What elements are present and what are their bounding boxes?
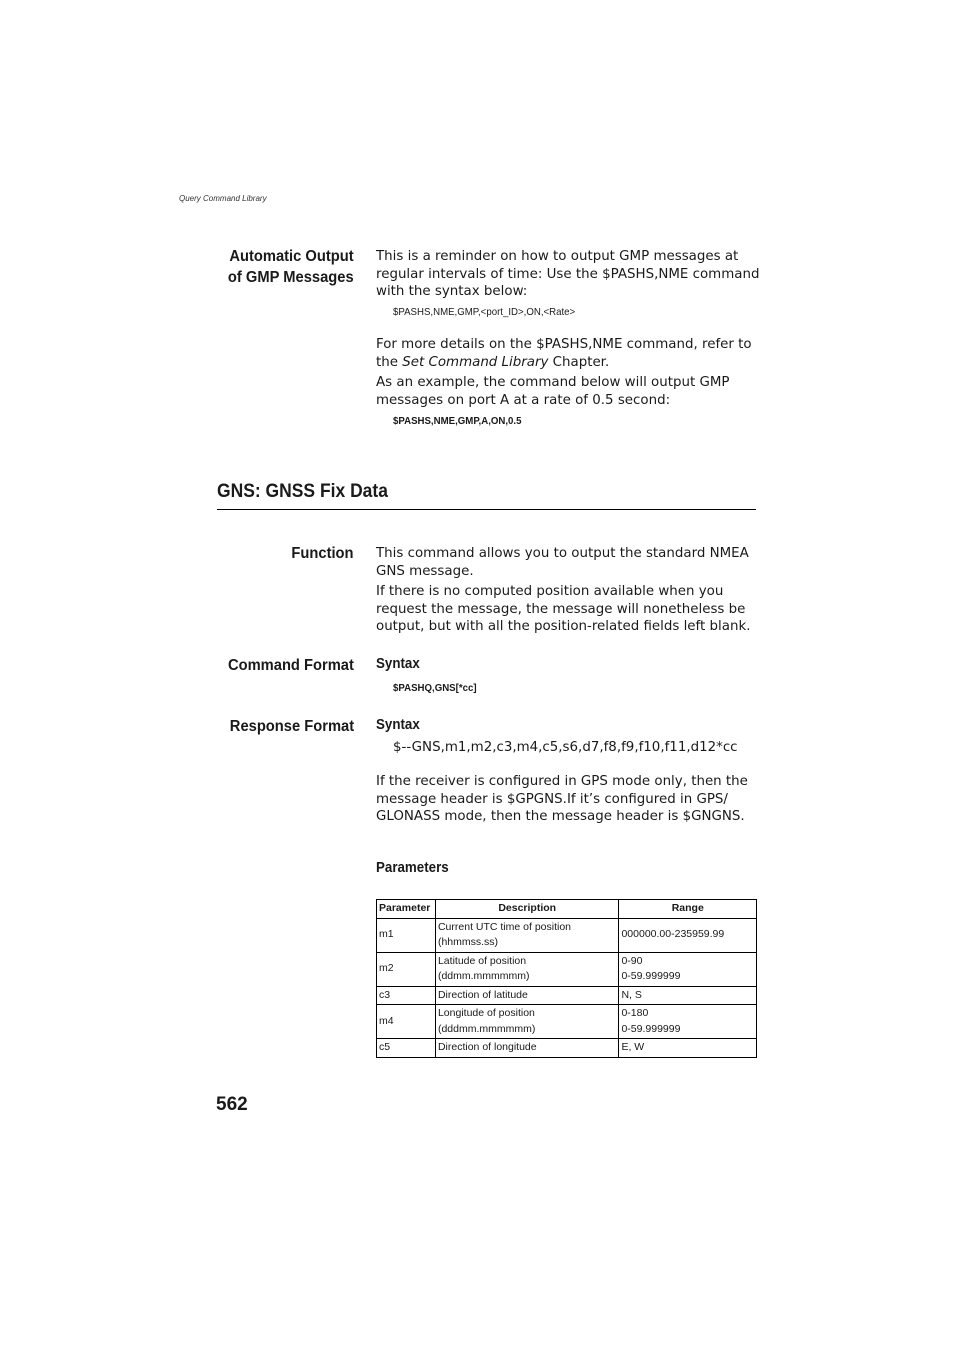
response-format-heading: Response Format: [229, 718, 354, 735]
table-row: [377, 918, 757, 952]
response-syntax: $--GNS,m1,m2,c3,m4,c5,s6,d7,f8,f9,f10,f11,d12*cc: [393, 740, 738, 755]
table-cell: E, W: [619, 1039, 757, 1058]
auto-output-para2-before: For more details on the $PASHS,NME command, refer to the: [376, 337, 752, 370]
auto-output-para2-after: Chapter.: [548, 354, 610, 370]
parameters-table: [376, 899, 757, 1058]
table-cell: Direction of latitude: [435, 986, 619, 1005]
table-header-row: [377, 900, 757, 919]
function-para2: If there is no computed position available when you request the message, the message will nonetheless be output, but with all the position-related fields left blank.: [376, 584, 751, 635]
table-row: [377, 1005, 757, 1039]
running-header: Query Command Library: [179, 194, 267, 203]
table-cell: m2: [377, 952, 436, 986]
table-cell: Latitude of position (ddmm.mmmmmm): [435, 952, 619, 986]
auto-output-para2: [376, 336, 766, 371]
function-para1: This command allows you to output the standard NMEA GNS message.: [376, 546, 749, 579]
response-syntax-label: Syntax: [376, 717, 420, 733]
table-cell: 0-90 0-59.999999: [619, 952, 757, 986]
table-cell: c5: [377, 1039, 436, 1058]
table-cell: Current UTC time of position (hhmmss.ss): [435, 918, 619, 952]
command-format-heading: Command Format: [228, 657, 354, 674]
command-syntax-code: $PASHQ,GNS[*cc]: [393, 682, 477, 694]
table-cell: m1: [377, 918, 436, 952]
auto-output-para1: This is a reminder on how to output GMP messages at regular intervals of time: Use the $PASHS,NME command with the syntax below:: [376, 249, 760, 300]
section-rule: [217, 509, 756, 510]
table-cell: 000000.00-235959.99: [619, 918, 757, 952]
table-cell: Longitude of position (dddmm.mmmmmm): [435, 1005, 619, 1039]
table-cell: 0-180 0-59.999999: [619, 1005, 757, 1039]
table-cell: Direction of longitude: [435, 1039, 619, 1058]
table-header-description: Description: [435, 900, 619, 919]
page-number: 562: [216, 1094, 248, 1115]
table-header-parameter: Parameter: [377, 900, 436, 919]
auto-output-code1: $PASHS,NME,GMP,<port_ID>,ON,<Rate>: [393, 306, 576, 318]
response-para: If the receiver is configured in GPS mode only, then the message header is $GPGNS.If it’s configured in GPS/ GLONASS mode, then the message header is $GNGNS.: [376, 774, 748, 825]
function-heading: Function: [291, 545, 354, 562]
auto-output-code2: $PASHS,NME,GMP,A,ON,0.5: [393, 415, 522, 427]
table-header-range: Range: [619, 900, 757, 919]
table-row: [377, 1039, 757, 1058]
table-cell: N, S: [619, 986, 757, 1005]
command-syntax-label: Syntax: [376, 656, 420, 672]
table-cell: m4: [377, 1005, 436, 1039]
auto-output-para3: As an example, the command below will output GMP messages on port A at a rate of 0.5 second:: [376, 375, 730, 408]
table-row: [377, 986, 757, 1005]
set-command-library-ref: Set Command Library: [402, 354, 549, 370]
parameters-label: Parameters: [376, 860, 449, 876]
table-row: [377, 952, 757, 986]
auto-output-heading-line1: Automatic Output: [229, 248, 354, 265]
section-title: GNS: GNSS Fix Data: [217, 481, 388, 502]
auto-output-heading-line2: of GMP Messages: [228, 269, 354, 286]
auto-output-heading: [228, 246, 354, 288]
table-cell: c3: [377, 986, 436, 1005]
